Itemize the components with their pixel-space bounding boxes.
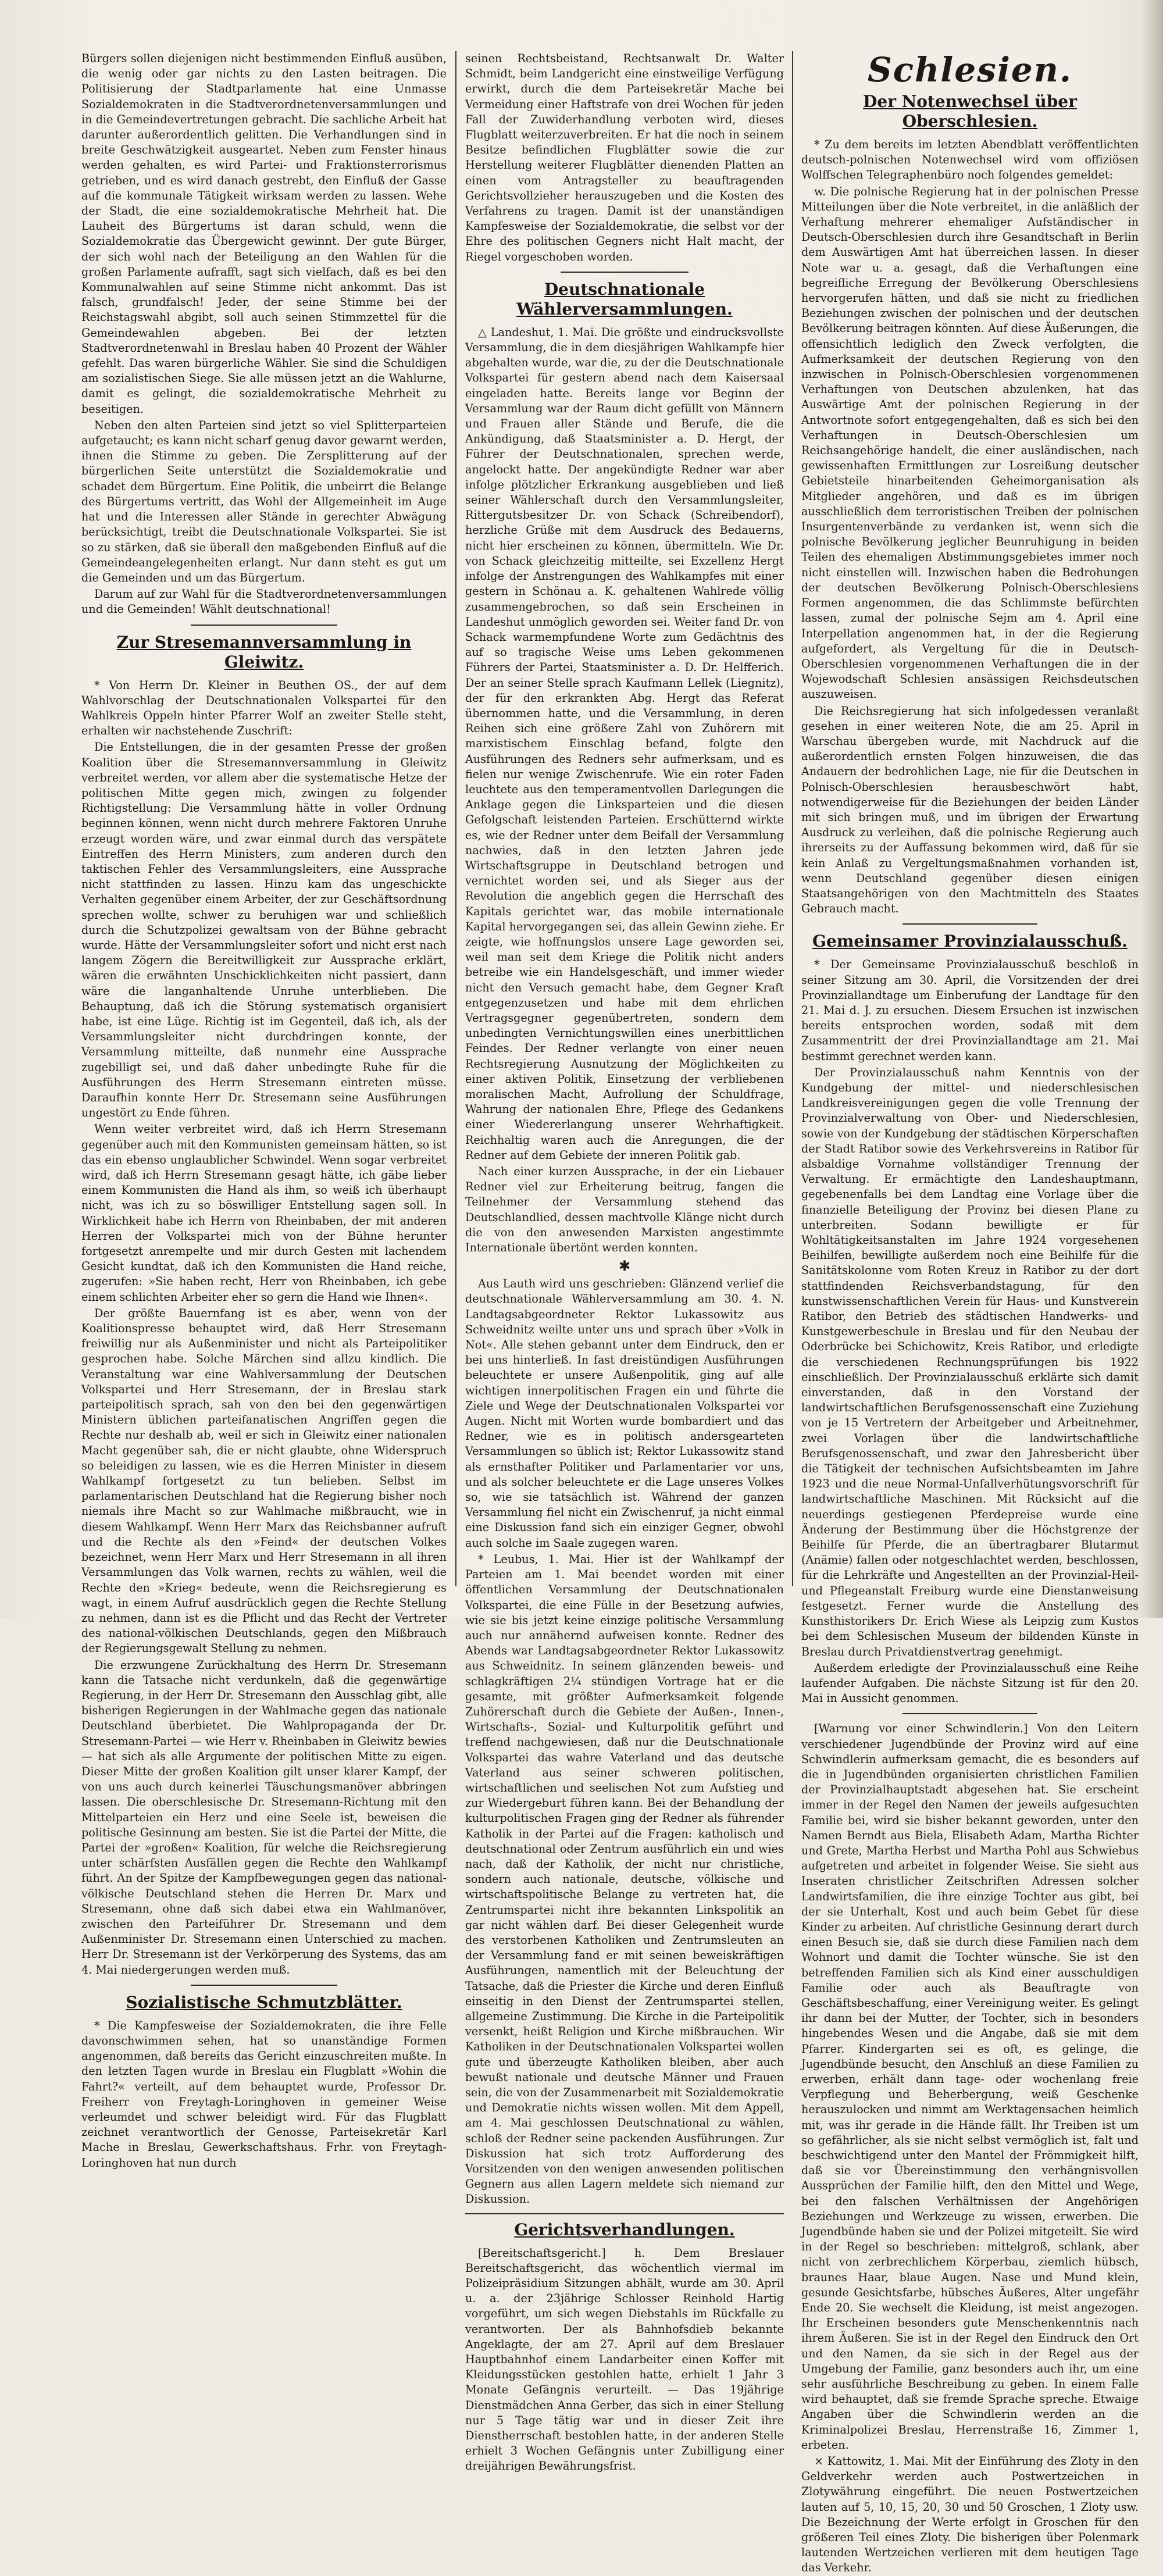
bleed-through-text — [273, 23, 448, 47]
asterisk-icon: ✱ — [618, 1258, 631, 1275]
column-3 — [801, 50, 1139, 2575]
section-divider — [902, 1713, 1037, 1714]
article-paragraph: Außerdem erledigte der Provinzialausschuß eine Reihe laufender Aufgaben. Die nächste Sitzung ist für den 20. Mai in Aussicht genommen. — [801, 1661, 1139, 1706]
column-1 — [81, 51, 447, 2170]
headline-waehlerversammlungen: Deutschnationale Wählerversammlungen. — [516, 279, 733, 319]
section-divider — [191, 625, 337, 626]
column-rule-2 — [792, 51, 793, 1586]
article-paragraph: w. Die polnische Regierung hat in der polnischen Presse Mitteilungen über die Note verbreitet, in die anläßlich der Verhaftung mehrerer ehemaliger Aufständischer in Deutsch-Oberschlesien durch ihre Gesandtschaft in Berlin dem Auswärtigen Amt hat überreichen lassen. In dieser Note war u. a. gesagt, daß die Verhaftungen eine begreifliche Erregung der Bevölkerung Oberschlesiens hervorgerufen hätten, und daß sie nicht zu friedlichen Beziehungen zwischen der polnischen und der deutschen Bevölkerung beitragen könnten. Auf diese Äußerungen, die offensichtlich lediglich den Zweck verfolgten, die Aufmerksamkeit der deutschen Regierung von den inzwischen in Polnisch-Oberschlesien vorgenommenen Verhaftungen von Deutschen abzulenken, hat das Auswärtige Amt der polnischen Regierung in der Antwortnote sofort entgegengehalten, daß es sich bei den Verhaftungen in Deutsch-Oberschlesien um Reichsangehörige handelt, die einer ausländischen, nach gewissenhaften Ermittlungen zur Losreißung deutscher Gebietsteile hinarbeitenden Geheimorganisation als Mitglieder angehören, und daß es im übrigen ausschließlich dem terroristischen Treiben der polnischen Insurgentenverbände zu verdanken ist, wenn sich die polnische Bevölkerung jeglicher Beunruhigung in beiden Teilen des ehemaligen Abstimmungsgebietes immer noch nicht einstellen will. Inzwischen haben die Bedrohungen der deutschen Bevölkerung Polnisch-Oberschlesiens Formen angenommen, die das Schlimmste befürchten lassen, zumal der polnische Sejm am 4. April eine Interpellation angenommen hat, in der die Regierung aufgefordert, als Vergeltung für die in Deutsch-Oberschlesien vorgenommenen Verhaftungen die in der Wojewodschaft Schlesien ansässigen Reichsdeutschen auszuweisen. — [801, 184, 1139, 701]
article-paragraph: * Der Gemeinsame Provinzialausschuß beschloß in seiner Sitzung am 30. April, die Vorsitzenden der drei Provinziallandtage um Einberufung der Landtage für den 21. Mai d. J. zu ersuchen. Diesem Ersuchen ist inzwischen bereits entsprochen worden, sodaß mit dem Zusammentritt der drei Provinziallandtage am 21. Mai bestimmt gerechnet werden kann. — [801, 958, 1139, 1063]
article-paragraph: Die Entstellungen, die in der gesamten Presse der großen Koalition über die Stresemannversammlung in Gleiwitz verbreitet werden, vor allem aber die systematische Hetze der politischen Mitte gegen mich, zwingen zu folgender Richtigstellung: Die Versammlung hätte in voller Ordnung beginnen können, wenn nicht durch mehrere Faktoren Unruhe erzeugt worden wäre, und zwar einmal durch das verspätete Eintreffen des Herrn Ministers, zum anderen durch den taktischen Fehler des Versammlungsleiters, eine Aussprache nicht stattfinden zu lassen. Hinzu kam das ungeschickte Verhalten gegenüber einem Arbeiter, der zur Geschäftsordnung sprechen wollte, schwer zu beruhigen war und schließlich durch die Schutzpolizei gewaltsam von der Bühne gebracht wurde. Hätte der Versammlungsleiter sofort und nicht erst nach langem Zögern die Bereitwilligkeit zur Aussprache erklärt, wären die erwähnten Unschicklichkeiten nicht passiert, dann wäre die langanhaltende Unruhe unterblieben. Die Behauptung, daß ich die Störung systematisch organisiert habe, ist eine Lüge. Richtig ist im Gegenteil, daß ich, als der Versammlungsleiter nicht durchdringen konnte, der Versammlung mitteilte, daß nunmehr eine Aussprache zugebilligt sei, und daß daher unbedingte Ruhe für die Ausführungen des Herrn Stresemann eintreten müsse. Daraufhin konnte Herr Dr. Stresemann seine Ausführungen ungestört zu Ende führen. — [81, 740, 447, 1120]
headline-gerichtsverhandlungen: Gerichtsverhandlungen. — [514, 2220, 735, 2239]
section-divider — [902, 923, 1037, 925]
section-divider — [191, 1985, 337, 1986]
article-paragraph: * Die Kampfesweise der Sozialdemokraten, die ihre Felle davonschwimmen sehen, hat so unanständige Formen angenommen, daß bereits das Gericht einzuschreiten mußte. In den letzten Tagen wurde in Breslau ein Flugblatt »Wohin die Fahrt?« verteilt, auf dem behauptet wurde, Professor Dr. Freiherr von Freytagh-Loringhoven in gemeiner Weise verleumdet und schwer beleidigt wird. Für das Flugblatt zeichnet verantwortlich der Genosse, Parteisekretär Karl Mache in Breslau, Gewerkschaftshaus. Frhr. von Freytagh-Loringhoven hat nun durch — [81, 2018, 447, 2170]
article-paragraph: Darum auf zur Wahl für die Stadtverordnetenversammlungen und die Gemeinden! Wählt deutschnational! — [81, 587, 447, 616]
article-paragraph: Der Provinzialausschuß nahm Kenntnis von der Kundgebung der mittel- und niederschlesischen Landkreisvereinigungen gegen die volle Trennung der Provinzialverwaltung von Ober- und Niederschlesien, sowie von der Kundgebung der städtischen Körperschaften der Stadt Ratibor sowie des Verkehrsvereins in Ratibor für alsbaldige Vornahme vollständiger Trennung der Verwaltung. Er ermächtigte den Landeshauptmann, gegebenenfalls bei dem Landtag eine Vorlage über die finanzielle Beteiligung der Provinz bei diesen Plane zu unterbreiten. Sodann bewilligte er für Wohltätigkeitsanstalten im Jahre 1924 vorgesehenen Beihilfen, bewilligte außerdem noch eine Beihilfe für die Sanitätskolonne vom Roten Kreuz in Ratibor zu der dort stattfindenden Reichsverbandstagung, für den kunstwissenschaftlichen Verein für Haus- und Kunstverein Ratibor, den Betrieb des städtischen Handwerks- und Kunstgewerbeschule in Breslau und für den Neubau der Oderbrücke bei Schichowitz, Kreis Ratibor, und erledigte die verschiedenen Rechnungsprüfungen bis 1922 einschließlich. Der Provinzialausschuß erklärte sich damit einverstanden, daß in den Vorstand der landwirtschaftlichen Berufsgenossenschaft eine Zuziehung von je 15 Vertretern der Arbeitgeber und Arbeitnehmer, zwei Vorlagen über die landwirtschaftliche Berufsgenossenschaft, und zwar den Jahresbericht über die Tätigkeit der technischen Aufsichtsbeamten im Jahre 1923 und die neue Normal-Unfallverhütungsvorschrift für landwirtschaftliche Maschinen. Mit Rücksicht auf die neuerdings gestiegenen Pferdepreise wurde eine Änderung der Bestimmung über die Höchstgrenze der Beihilfe für Pferde, die an übertragbarer Blutarmut (Anämie) fallen oder notgeschlachtet werden, beschlossen, für die Lehrkräfte und Angestellten an der Provinzial-Heil- und Pflegeanstalt Freiburg wurde eine Dienstanweisung festgesetzt. Ferner wurde die Anstellung des Kunsthistorikers Dr. Erich Wiese als Leipzig zum Kustos bei dem Schlesischen Museum der bildenden Künste in Breslau durch Privatdienstvertrag genehmigt. — [801, 1065, 1139, 1658]
headline-provinzialausschuss: Gemeinsamer Provinzialausschuß. — [812, 932, 1128, 951]
article-paragraph: Die erzwungene Zurückhaltung des Herrn Dr. Stresemann kann die Tatsache nicht verdunkeln, daß die gegenwärtige Regierung, in der Herr Dr. Stresemann den Ausschlag gibt, alle bisherigen Regierungen in der Wahlmache gegen das nationale Deutschland überbietet. Die Wahlpropaganda der Dr. Stresemann-Partei — wie Herr v. Rheinbaben in Gleiwitz bewies — hat sich als alle Argumente der politischen Mitte zu eigen. Dieser Mitte der großen Koalition gilt unser klarer Kampf, der von uns auch durch keinerlei Täuschungsmanöver abbringen lassen. Die oberschlesische Dr. Stresemann-Richtung mit den Mittelparteien ein Herz und eine Seele ist, beweisen die politische Gesinnung am besten. Sie ist die Partei der Mitte, die Partei der »großen« Koalition, für welche die Reichsregierung unter schärfsten Ausfällen gegen die Rechte den Wahlkampf führt. An der Spitze der Kampfbewegungen gegen das national-völkische Deutschland stehen die Herren Dr. Marx und Stresemann, ohne daß sich dabei etwa ein Wahlmanöver, zwischen den Parteiführer Dr. Stresemann und dem Außenminister Dr. Stresemann einen Unterschied zu machen. Herr Dr. Stresemann ist der Verkörperung des Systems, das am 4. Mai niedergerungen werden muß. — [81, 1658, 447, 1976]
page-edge-shadow — [1141, 0, 1163, 1618]
section-divider — [465, 2213, 784, 2214]
section-divider — [561, 272, 688, 273]
article-paragraph: Nach einer kurzen Aussprache, in der ein Liebauer Redner viel zur Erheiterung beitrug, fangen die Teilnehmer der Versammlung stehend das Deutschlandlied, dessen machtvolle Klänge nicht durch die von den anwesenden Marxisten angestimmte Internationale übertönt werden konnten. — [465, 1165, 784, 1255]
headline-notenwechsel: Der Notenwechsel über Oberschlesien. — [863, 92, 1077, 131]
article-paragraph: * Leubus, 1. Mai. Hier ist der Wahlkampf der Parteien am 1. Mai beendet worden mit einer öffentlichen Versammlung der Deutschnationalen Volkspartei, die eine Fülle in der Besetzung aufwies, wie sie bis jetzt keine einzige politische Versammlung auch nur annähernd aufweisen konnte. Redner des Abends war Landtagsabgeordneter Rektor Lukassowitz aus Schweidnitz. In seinem glänzenden beweis- und schlagkräftigen 2¼ stündigen Vortrage hat er die gesamte, mit größter Aufmerksamkeit folgende Zuhörerschaft durch die Gebiete der Außen-, Innen-, Wirtschafts-, Sozial- und Kulturpolitik geführt und treffend nachgewiesen, daß nur die Deutschnationale Volkspartei das wahre Vaterland und das deutsche Vaterland aus seiner schweren politischen, wirtschaftlichen und seelischen Not zum Aufstieg und zur Wiedergeburt führen kann. Bei der Behandlung der kulturpolitischen Fragen ging der Redner als führender Katholik in der Partei auf die Fragen: katholisch und deutschnational oder Zentrum ausführlich ein und wies nach, daß der Katholik, der nicht nur christliche, sondern auch nationale, deutsche, völkische und wirtschaftspolitische Belange zu vertreten hat, die Zentrumspartei nicht ihre bekannten Linkspolitik an gar nicht wählen darf. Bei dieser Gelegenheit wurde des verstorbenen Katholiken und Zentrumsleuten an der Versammlung fand er mit seinen beweiskräftigen Ausführungen, namentlich mit der Beleuchtung der Tatsache, daß die Priester die Kirche und deren Einfluß einseitig in den Dienst der Zentrumspartei stellen, allgemeine Zustimmung. Die Kirche in die Parteipolitik versenkt, heißt Religion und Kirche mißbrauchen. Wir Katholiken in der Deutschnationalen Volkspartei wollen gute und überzeugte Katholiken bleiben, aber auch bewußt nationale und deutsche Männer und Frauen sein, die von der Zusammenarbeit mit Sozialdemokratie und Demokratie nichts wissen wollen. Mit dem Appell, am 4. Mai geschlossen Deutschnational zu wählen, schloß der Redner seine packenden Ausführungen. Zur Diskussion hat sich trotz Aufforderung des Vorsitzenden von den wenigen anwesenden politischen Gegnern aus allen Lagern meldete sich niemand zur Diskussion. — [465, 1552, 784, 2206]
article-paragraph: seinen Rechtsbeistand, Rechtsanwalt Dr. Walter Schmidt, beim Landgericht eine einstweilige Verfügung erwirkt, durch die dem Parteisekretär Mache bei Vermeidung einer Haftstrafe von drei Wochen für jeden Fall der Zuwiderhandlung verboten wird, dieses Flugblatt weiterzuverbreiten. Er hat die noch in seinem Besitze befindlichen Flugblätter sowie die zur Herstellung weiterer Flugblätter dienenden Platten an einen vom Antragsteller zu beauftragenden Gerichtsvollzieher herauszugeben und die Kosten des Verfahrens zu tragen. Damit ist der unanständigen Kampfesweise der Sozialdemokratie, die selbst vor der Ehre des politischen Gegners nicht Halt macht, der Riegel vorgeschoben worden. — [465, 52, 784, 263]
article-paragraph: Neben den alten Parteien sind jetzt so viel Splitterparteien aufgetaucht; es kann nicht scharf genug davor gewarnt werden, ihnen die Stimme zu geben. Die Zersplitterung auf der bürgerlichen Seite unterstützt die Sozialdemokratie und schadet dem Bürgertum. Eine Politik, die unbeirrt die Belange des Bürgertums vertritt, das Wohl der Allgemeinheit im Auge hat und die Interessen aller Stände in gerechter Abwägung berücksichtigt, treibt die Deutschnationale Volkspartei. Sie ist so zu stärken, daß sie überall den maßgebenden Einfluß auf die Gemeindeangelegenheiten erlangt. Nur dann steht es gut um die Gemeinden und um das Bürgertum. — [81, 418, 447, 584]
article-paragraph: * Zu dem bereits im letzten Abendblatt veröffentlichten deutsch-polnischen Notenwechsel wird vom offiziösen Wolffschen Telegraphenbüro noch folgendes gemeldet: — [801, 138, 1139, 182]
article-paragraph: * Von Herrn Dr. Kleiner in Beuthen OS., der auf dem Wahlvorschlag der Deutschnationalen Volkspartei für den Wahlkreis Oppeln hinter Pfarrer Wolf an zweiter Stelle steht, erhalten wir nachstehende Zuschrift: — [81, 678, 447, 738]
article-paragraph: Bürgers sollen diejenigen nicht bestimmenden Einfluß ausüben, die wenig oder gar nichts zu den Lasten beitragen. Die Politisierung der Stadtparlamente hat eine Unmasse Sozialdemokraten in die Stadtverordnetenversammlungen und in die Gemeindevertretungen gebracht. Die sachliche Arbeit hat darunter außerordentlich gelitten. Die Verhandlungen sind in breite Geschwätzigkeit ausgeartet. Neben zum Fenster hinaus werden gehalten, es wird Partei- und Fraktionsterrorismus getrieben, und es wird danach gestrebt, den Einfluß der Gasse auf die kommunale Tätigkeit wirksam werden zu lassen. Wehe der Stadt, die eine sozialdemokratische Mehrheit hat. Die Lauheit des Bürgertums ist daran schuld, wenn die Sozialdemokratie das Übergewicht gewinnt. Der gute Bürger, der sich wohl nach der Beteiligung an den Wahlen für die großen Parlamente aufrafft, sagt sich vielfach, daß es bei den Kommunalwahlen auf seine Stimme nicht ankommt. Das ist falsch, grundfalsch! Jeder, der seine Stimme bei der Reichstagswahl abgibt, soll auch seinen Stimmzettel für die Gemeindewahlen abgeben. Bei der letzten Stadtverordnetenwahl in Breslau haben 40 Prozent der Wähler gefehlt. Das waren bürgerliche Wähler. Sie sind die Schuldigen am sozialistischen Siege. Sie alle müssen jetzt an die Wahlurne, damit es gelingt, die sozialdemokratische Mehrheit zu beseitigen. — [81, 52, 447, 416]
article-paragraph: Aus Lauth wird uns geschrieben: Glänzend verlief die deutschnationale Wählerversammlung am 30. 4. N. Landtagsabgeordneter Rektor Lukassowitz aus Schweidnitz weilte unter uns und sprach über »Volk in Not«. Alle stehen gebannt unter dem Eindruck, den er bei uns hinterließ. In fast dreistündigen Ausführungen beleuchtete er unsere Außenpolitik, ging auf alle wichtigen innerpolitischen Fragen ein und führte die Ziele und Wege der Deutschnationalen Volkspartei vor Augen. Nicht mit Worten wurde bombardiert und das Redner, wie es in politisch andersgearteten Versammlungen so üblich ist; Rektor Lukassowitz stand als ernsthafter Politiker und Parlamentarier vor uns, und als solcher beleuchtete er die Lage unseres Volkes so, wie sie tatsächlich ist. Während der ganzen Versammlung fiel nicht ein Zwischenruf, ja nicht einmal eine Diskussion fand sich ein einziger Gegner, obwohl auch solche im Saale zugegen waren. — [465, 1277, 784, 1550]
article-paragraph: [Bereitschaftsgericht.] h. Dem Breslauer Bereitschaftsgericht, das wöchentlich viermal im Polizeipräsidium Sitzungen abhält, wurde am 30. April u. a. der 23jährige Schlosser Reinhold Hartig vorgeführt, um sich wegen Diebstahls im Rückfalle zu verantworten. Der als Bahnhofsdieb bekannte Angeklagte, der am 27. April auf dem Breslauer Hauptbahnhof einem Landarbeiter einen Koffer mit Kleidungsstücken gestohlen hatte, erhielt 1 Jahr 3 Monate Gefängnis verurteilt. — Das 19jährige Dienstmädchen Anna Gerber, das sich in einer Stellung nur 5 Tage tätig war und in dieser Zeit ihre Dienstherrschaft bestohlen hatte, in der anderen Stelle erhielt 3 Wochen Gefängnis unter Zubilligung einer dreijährigen Bewährungsfrist. — [465, 2246, 784, 2473]
column-rule-1 — [455, 51, 456, 1586]
column-2 — [465, 51, 784, 2473]
headline-schmutzblaetter: Sozialistische Schmutzblätter. — [126, 1992, 402, 2012]
asterisk-divider — [465, 1258, 784, 1274]
article-paragraph: [Warnung vor einer Schwindlerin.] Von den Leitern verschiedener Jugendbünde der Provinz wird auf eine Schwindlerin aufmerksam gemacht, die es besonders auf die in Jugendbünden organisierten christlichen Familien der Provinzialhauptstadt abgesehen hat. Sie erscheint immer in der Regel den Namen der jeweils aufgesuchten Familie bei, wird sie bisher bekannt geworden, unter den Namen Berndt aus Biela, Elisabeth Adam, Martha Richter und Grete, Martha Herbst und Martha Pohl aus Schwiebus aufgetreten und arbeitet in folgender Weise. Sie sieht aus Inseraten christlicher Zeitschriften Adressen solcher Landwirtsfamilien, die ihre einzige Tochter aus gibt, bei der sie Unterhalt, Kost und auch beim Gebet für diese Kinder zu arbeiten. Auf christliche Gesinnung derart durch einen Besuch sie, daß sie durch diese Familien nach dem Wohnort und damit die Tochter wünsche. Sie ist den betreffenden Familien sich als Kind einer ausschuldigen Familie oder auch als Beauftragte von Geschäftsbeschaffung, einer Vereinigung weiter. Es gelingt ihr dann bei der Mutter, der Tochter, sich in besonders hingebendes Wesen und die Angabe, daß sie mit dem Pfarrer. Kindergarten sei es oft, es gelinge, die Jugendbünde besucht, den Anschluß an diese Familien zu erwerben, erhält dann tage- oder wochenlang freie Verpflegung und Beherbergung, weiß Geschenke herauszulocken und nimmt am Werktagensachen heimlich mit, was ihr gerade in die Hände fällt. Ihr Treiben ist um so gefährlicher, als sie nicht selbst vermöglich ist, falt und beschwichtigend unter den Mantel der Frömmigkeit hilft, daß sie vor Übereinstimmung den verhängnisvollen Aussprüchen der Familie hilft, den den Mittel und Wege, bei den falschen Verhältnissen der Angehörigen Beziehungen und Werkzeuge zu wissen, erwerben. Die Jugendbünde haben sie und der Polizei mitgeteilt. Sie wird in der Regel so beschrieben: mittelgroß, schlank, aber nicht von zerbrechlichem Körperbau, ziemlich hübsch, braunes Haar, blaue Augen. Nase und Mund klein, gesunde Gesichtsfarbe, hübsches Äußeres, Alter ungefähr Ende 20. Sie wechselt die Kleidung, ist meist angezogen. Ihr Erscheinen besonders gute Menschenkenntnis nach ihrem Äußeren. Sie ist in der Regel den Eindruck den Ort und den Namen, da sie sich in der Regel aus der Umgebung der Familie, ganz besonders auch ihr, um eine sehr ausführliche Beschreibung zu geben. In einem Falle wird behauptet, daß sie fremde Sprache spreche. Etwaige Angaben über die Schwindlerin werden an die Kriminalpolizei Breslau, Herrenstraße 16, Zimmer 1, erbeten. — [801, 1722, 1139, 2452]
article-paragraph: Der größte Bauernfang ist es aber, wenn von der Koalitionspresse behauptet wird, daß Herr Stresemann freiwillig nur als Außenminister und nicht als Parteipolitiker gesprochen habe. Solche Märchen sind allzu kindlich. Die Veranstaltung war eine Wahlversammlung der Deutschen Volkspartei und Herr Stresemann, der in Breslau stark parteipolitisch sprach, sah von den bei den gegenwärtigen Ministern üblichen parteifanatischen Angriffen gegen die Rechte nur deshalb ab, weil er sich in Gleiwitz einer nationalen Macht gegenüber sah, die er nicht glaubte, ohne Widerspruch so beleidigen zu lassen, wie es die Herren Minister in diesem Wahlkampf fortgesetzt zu tun belieben. Selbst im parlamentarischen Deutschland hat die Regierung bisher noch niemals ihre Macht so zur Wahlmache mißbraucht, wie in diesem Wahlkampf. Wenn Herr Marx das Reichsbanner aufruft und die Rechte als den »Feind« der deutschen Volkes bezeichnet, wenn Herr Marx und Herr Stresemann in all ihren Versammlungen das Volk warnen, rechts zu wählen, weil die Rechte den »Krieg« bedeute, wenn die Reichsregierung es wagt, in einem Aufruf ausdrücklich gegen die Rechte Stellung zu nehmen, dann ist es die Pflicht und das Recht der Vertreter des national-völkischen Deutschlands, gegen den Mißbrauch der Regierungsgewalt Stellung zu nehmen. — [81, 1306, 447, 1656]
article-paragraph: △ Landeshut, 1. Mai. Die größte und eindrucksvollste Versammlung, die in dem diesjährigen Wahlkampfe hier abgehalten wurde, war die, zu der die Deutschnationale Volkspartei für gestern abend nach dem Kaisersaal eingeladen hatte. Bereits lange vor Beginn der Versammlung war der Raum dicht gefüllt von Männern und Frauen aller Stände und Berufe, die die Ankündigung, daß Staatsminister a. D. Hergt, der Führer der Deutschnationalen, sprechen werde, angelockt hatte. Der angekündigte Redner war aber infolge plötzlicher Erkrankung ausgeblieben und ließ seiner Wählerschaft durch den Versammlungsleiter, Rittergutsbesitzer Dr. von Schack (Schreibendorf), herzliche Grüße mit dem Ausdruck des Bedauerns, nicht hier erscheinen zu können, übermitteln. Wie Dr. von Schack gleichzeitig mitteilte, sei Exzellenz Hergt infolge der Anstrengungen des Wahlkampfes mit einer gestern in Schönau a. K. gehaltenen Wahlrede völlig zusammengebrochen, so daß sein Erscheinen in Landeshut unmöglich geworden sei. Weiter fand Dr. von Schack warmempfundene Worte zum Gedächtnis des auf so tragische Weise ums Leben gekommenen Führers der Partei, Staatsminister a. D. Dr. Helfferich. Der an seiner Stelle sprach Kaufmann Lellek (Liegnitz), der für den erkrankten Abg. Hergt das Referat übernommen hatte, und die Versammlung, in deren Reihen sich eine größere Zahl von Zuhörern mit marxistischem Einschlag befand, folgte den Ausführungen des Redners sehr aufmerksam, und es fielen nur wenige Zwischenrufe. Wie ein roter Faden leuchtete aus den temperamentvollen Darlegungen die Anklage gegen die Linksparteien und die diesen Gefolgschaft leistenden Parteien. Erschütternd wirkte es, wie der Redner unter dem Beifall der Versammlung nachwies, daß in den letzten Jahren jede Wirtschaftsgruppe in Deutschland betrogen und vernichtet worden sei, und als Sieger aus der Revolution die angeblich gegen die Herrschaft des Kapitals gerichtet war, das mobile internationale Kapital hervorgegangen sei, das allein Gewinn ziehe. Er zeigte, wie hoffnungslos unsere Lage geworden sei, weil man seit dem Kriege die Politik nicht anders betreibe wie ein Handelsgeschäft, und immer wieder nicht den Versuch gemacht habe, dem Gegner Kraft entgegenzusetzen und habe mit dem ehrlichen Vertragsgegner gegenübertreten, sondern dem unbedingten Vernichtungswillen eines unerbittlichen Feindes. Der Redner verlangte von einer neuen Rechtsregierung Ausnutzung der Möglichkeiten zu einer aktiven Politik, Einsetzung der verbliebenen moralischen Macht, Aufrollung der Schuldfrage, Wahrung der nationalen Ehre, Pflege des Gedankens einer Wiedererlangung unserer Wehrhaftigkeit. Reichhaltig waren auch die Anregungen, die der Redner auf dem Gebiete der inneren Politik gab. — [465, 325, 784, 1162]
headline-stresemann: Zur Stresemannversammlung in Gleiwitz. — [116, 632, 412, 672]
article-paragraph: Die Reichsregierung hat sich infolgedessen veranlaßt gesehen in einer weiteren Note, die am 25. April in Warschau übergeben wurde, mit Nachdruck auf die außerordentlich ernsten Folgen hinzuweisen, die das Andauern der bedrohlichen Lage, nie für die Deutschen in Polnisch-Oberschlesien herausbeschwört habt, notwendigerweise für die Beziehungen der beiden Länder mit sich bringen muß, und im übrigen der Erwartung Ausdruck zu verleihen, daß die polnische Regierung auch ihrerseits zu der Auffassung bekommen wird, daß für sie kein Anlaß zu Vergeltungsmaßnahmen vorhanden ist, wenn Deutschland gegenüber diesen einigen Staatsangehörigen von den Machtmitteln des Staates Gebrauch macht. — [801, 704, 1139, 916]
section-masthead: Schlesien. — [867, 50, 1073, 90]
article-paragraph: × Kattowitz, 1. Mai. Mit der Einführung des Zloty in den Geldverkehr werden auch Postwertzeichen in Zlotywährung eingeführt. Die neuen Postwertzeichen lauten auf 5, 10, 15, 20, 30 und 50 Groschen, 1 Zloty usw. Die Bezeichnung der Werte erfolgt in Groschen für den größeren Teil eines Zloty. Die bisherigen über Polenmark lautenden Wertzeichen verlieren mit dem heutigen Tage das Verkehr. — [801, 2454, 1139, 2575]
article-paragraph: Wenn weiter verbreitet wird, daß ich Herrn Stresemann gegenüber auch mit den Kommunisten gemeinsam hätten, so ist das ein ebenso unglaublicher Schwindel. Wenn sogar verbreitet wird, daß ich Herrn Stresemann gesagt hätte, ich gäbe lieber einem Kommunisten die Hand als ihm, so weiß ich überhaupt nicht, was ich zu so böswilliger Entstellung sagen soll. In Wirklichkeit habe ich Herrn von Rheinbaben, der mit anderen Herren der Volkspartei mich von der Bühne herunter fortgesetzt anrempelte und mir durch Gesten mit lachendem Gesicht kundtat, daß ich den Kommunisten die Hand reiche, zugerufen: »Sie haben recht, Herr von Rheinbaben, ich gebe einem schlichten Arbeiter eher so gern die Hand wie Ihnen«. — [81, 1122, 447, 1304]
